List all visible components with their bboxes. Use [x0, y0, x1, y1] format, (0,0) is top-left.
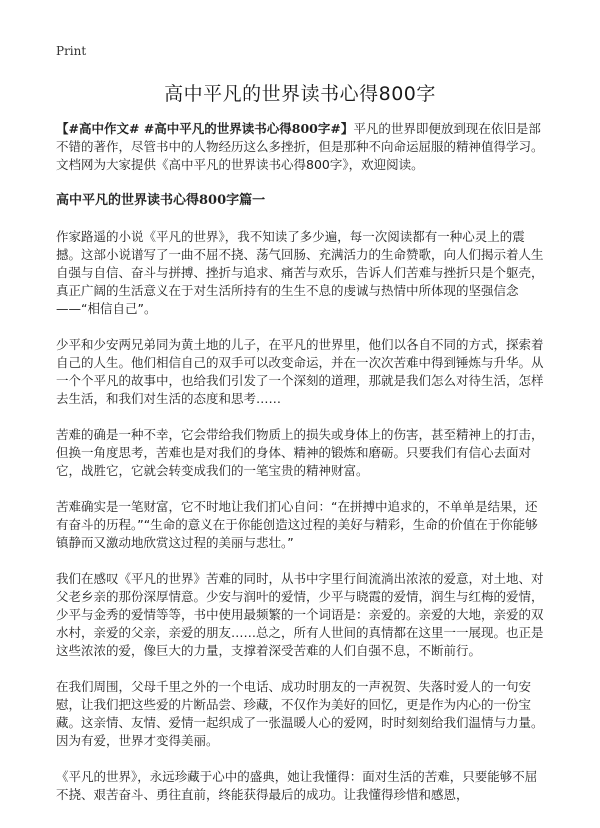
paragraph-1: 作家路遥的小说《平凡的世界》，我不知读了多少遍，每一次阅读都有一种心灵上的震撼。这部小说谱写了一曲不屈不挠、荡气回肠、充满活力的生命赞歌，向人们揭示着人生自强与自信、奋斗与拼搏、挫折与追求、痛苦与欢乐，告诉人们苦难与挫折只是个躯壳，真正广阔的生活意义在于对生活所持有的生生不息的虔诚与热情中所体现的坚强信念——“相信自己”。 — [56, 229, 544, 316]
paragraph-6: 在我们周围，父母千里之外的一个电话、成功时朋友的一声祝贺、失落时爱人的一句安慰，让我们把这些爱的片断品尝、珍藏，不仅作为美好的回忆，更是作为内心的一份宝藏。这亲情、友情、爱情一起织成了一张温暖人心的爱网，时时刻刻给我们温情与力量。因为有爱，世界才变得美丽。 — [56, 679, 544, 748]
paragraph-2: 少平和少安两兄弟同为黄土地的儿子，在平凡的世界里，他们以各自不同的方式，探索着自己的人生。他们相信自己的双手可以改变命运，并在一次次苦难中得到锤炼与升华。从一个个平凡的故事中，也给我们引发了一个深刻的道理，那就是我们怎么对待生活，怎样去生活，和我们对生活的态度和思考…… — [56, 337, 544, 406]
intro-paragraph — [56, 120, 544, 174]
print-label: Print — [56, 44, 87, 58]
intro-text: 平凡的世界即便放到现在依旧是部不错的著作，尽管书中的人物经历这么多挫折，但是那种不向命运屈服的精神值得学习。文档网为大家提供《高中平凡的世界读书心得800字》，欢迎阅读。 — [56, 121, 544, 172]
paragraph-4: 苦难确实是一笔财富，它不时地让我们扪心自问：“在拼搏中追求的，不单单是结果，还有奋斗的历程。”“生命的意义在于你能创造这过程的美好与精彩，生命的价值在于你能够镇静而又激动地欣赏这过程的美丽与悲壮。” — [56, 499, 538, 550]
paragraph-3: 苦难的确是一种不幸，它会带给我们物质上的损失或身体上的伤害，甚至精神上的打击，但换一角度思考，苦难也是对我们的身体、精神的锻炼和磨砺。只要我们有信心去面对它，战胜它，它就会转变成我们的一笔宝贵的精神财富。 — [56, 427, 544, 478]
intro-lead: 【#高中作文# #高中平凡的世界读书心得800字#】 — [56, 121, 354, 136]
section-heading: 高中平凡的世界读书心得800字篇一 — [56, 193, 266, 208]
paragraph-7: 《平凡的世界》，永远珍藏于心中的盛典，她让我懂得：面对生活的苦难，只要能够不屈不挠、艰苦奋斗、勇往直前，终能获得最后的成功。让我懂得珍惜和感恩， — [56, 769, 538, 802]
paragraph-5: 我们在感叹《平凡的世界》苦难的同时，从书中字里行间流淌出浓浓的爱意，对土地、对父老乡亲的那份深厚情意。少安与润叶的爱情，少平与晓霞的爱情，润生与红梅的爱情，少平与金秀的爱情等等，书中使用最频繁的一个词语是：亲爱的。亲爱的大地，亲爱的双水村，亲爱的父亲，亲爱的朋友……总之，所有人世间的真情都在这里一一展现。也正是这些浓浓的爱，像巨大的力量，支撑着深受苦难的人们自强不息，不断前行。 — [56, 571, 544, 658]
page-title: 高中平凡的世界读书心得800字 — [164, 83, 436, 105]
article-body — [56, 120, 544, 822]
